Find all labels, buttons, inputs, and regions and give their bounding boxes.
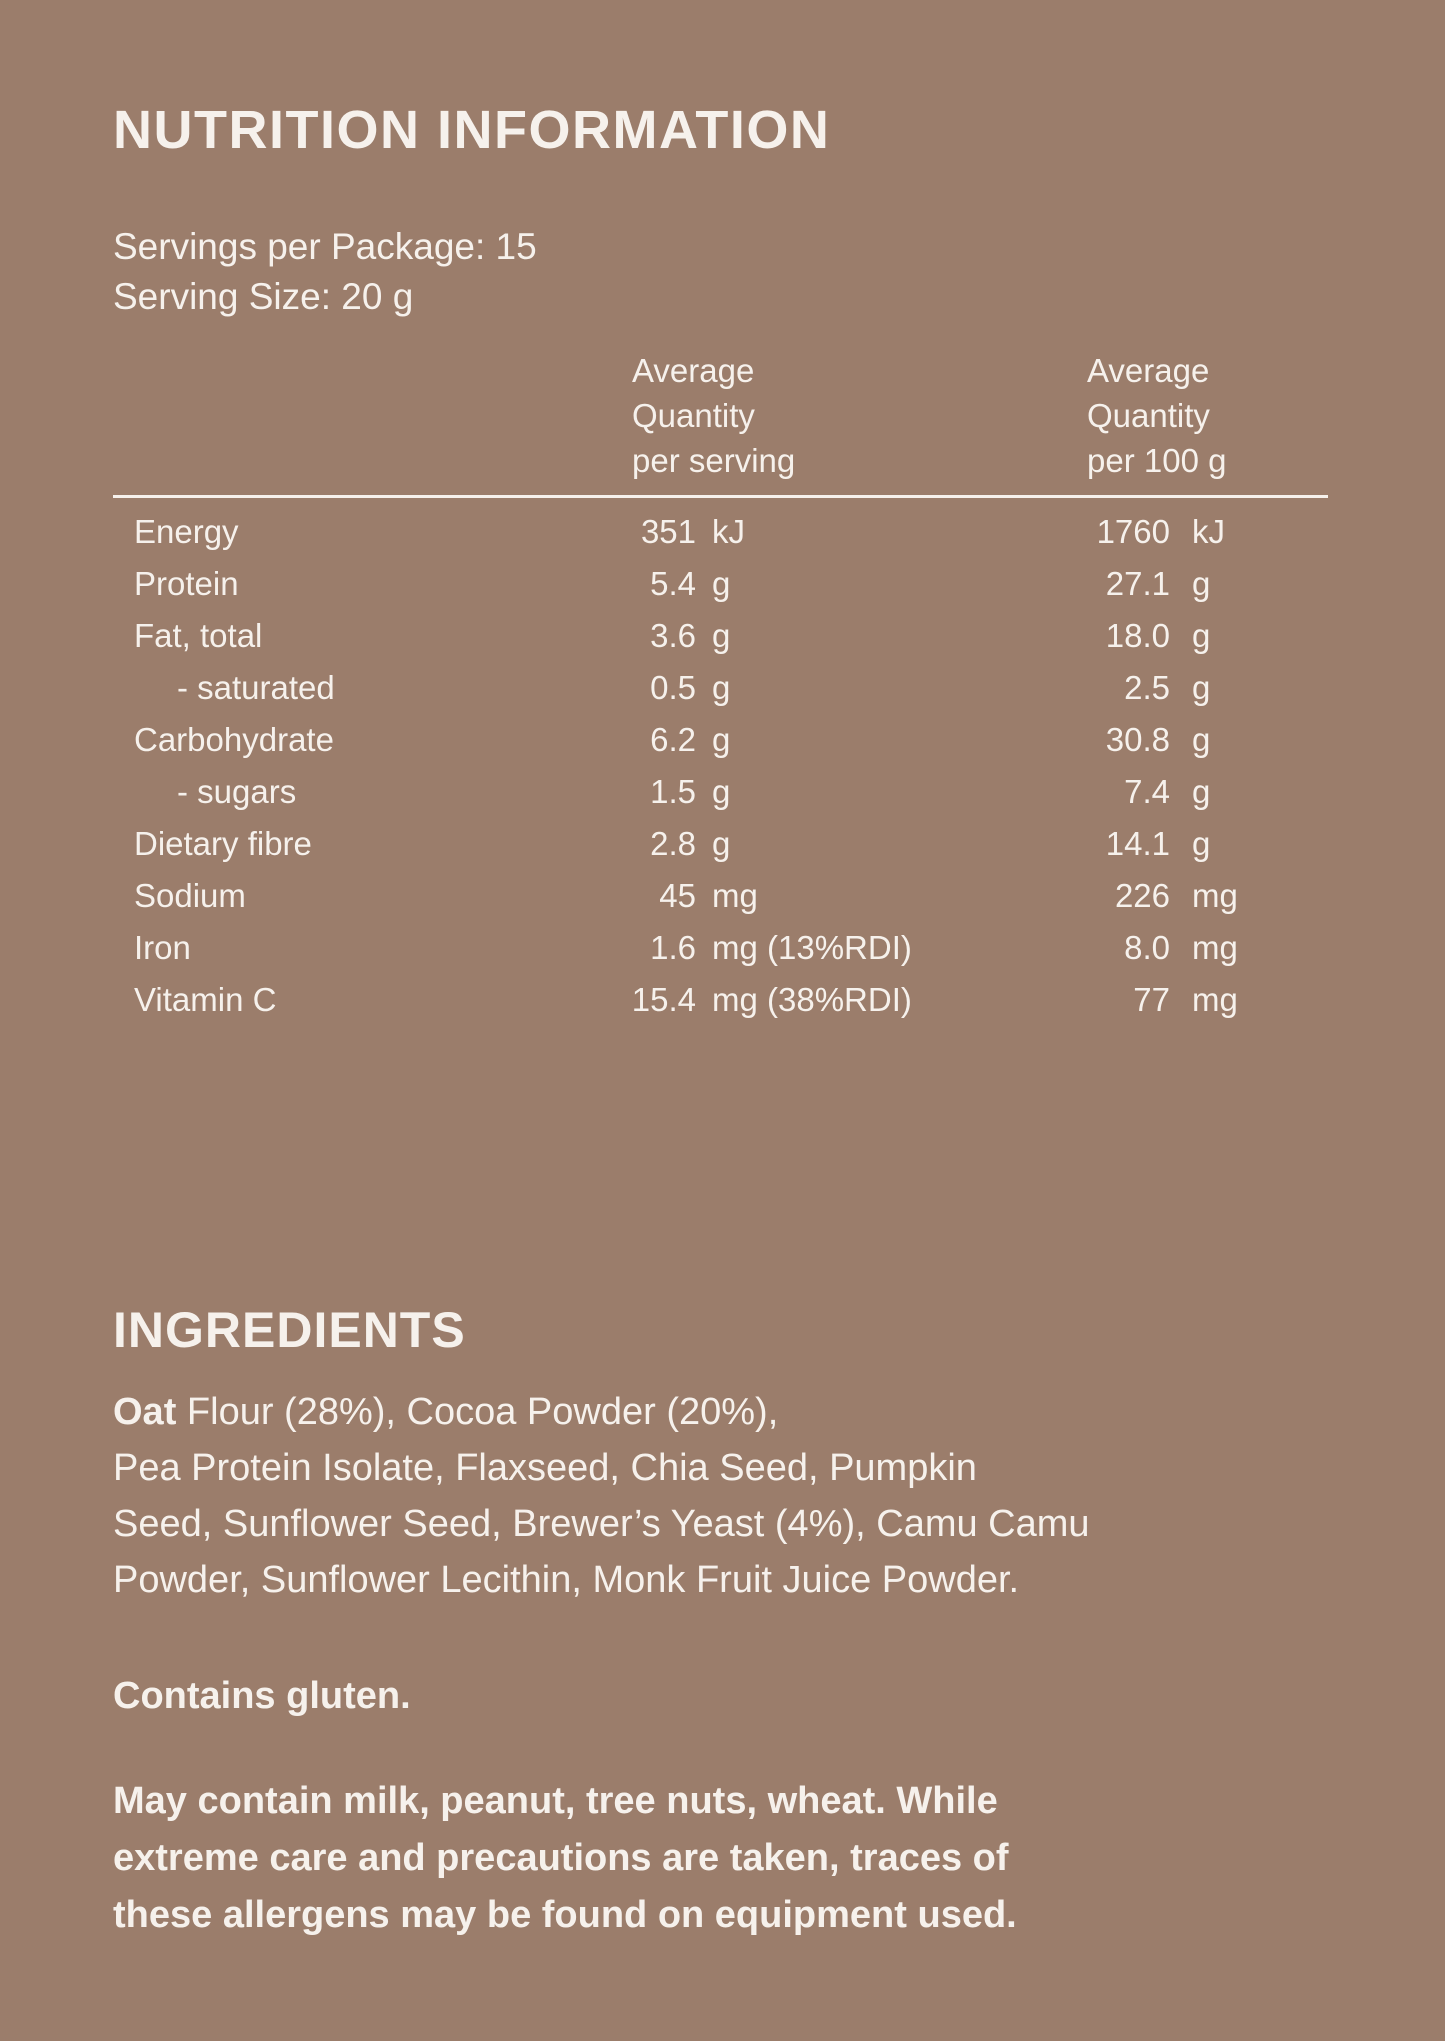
per-100g-unit: mg (1192, 929, 1238, 966)
table-row-energy (113, 506, 1330, 558)
table-row-sugars (113, 766, 1330, 818)
per-serving-unit: g (712, 617, 731, 654)
per-100g-unit: g (1192, 825, 1211, 862)
ingredients-heading: INGREDIENTS (113, 1302, 466, 1358)
table-header-spacer (113, 348, 632, 483)
table-row-protein (113, 558, 1330, 610)
serving-info (113, 222, 1330, 322)
nutrient-label: Protein (134, 565, 239, 602)
nutrient-label: Carbohydrate (134, 721, 334, 758)
header-per-100g-line1: Average (1087, 352, 1210, 389)
nutrition-information-title: NUTRITION INFORMATION (113, 100, 831, 160)
allergen-warning-line1: May contain milk, peanut, tree nuts, wheat. While (113, 1780, 998, 1822)
per-serving-value: 3.6 (650, 617, 696, 654)
per-serving-unit: g (712, 825, 731, 862)
table-header (113, 348, 1330, 483)
per-100g-value: 1760 (1096, 513, 1170, 550)
per-serving-unit: mg (38%RDI) (712, 981, 912, 1018)
table-row-saturated-fat (113, 662, 1330, 714)
per-100g-value: 7.4 (1124, 773, 1170, 810)
per-serving-value: 1.6 (650, 929, 696, 966)
ingredients-line4: Powder, Sunflower Lecithin, Monk Fruit Juice Powder. (113, 1559, 1020, 1601)
nutrition-table (113, 506, 1330, 1026)
serving-size: Serving Size: 20 g (113, 276, 414, 317)
per-100g-unit: g (1192, 617, 1211, 654)
table-row-sodium (113, 870, 1330, 922)
nutrient-label: Iron (134, 929, 191, 966)
per-100g-value: 8.0 (1124, 929, 1170, 966)
per-serving-unit: mg (13%RDI) (712, 929, 912, 966)
nutrient-label: - sugars (177, 773, 297, 810)
per-serving-value: 45 (659, 877, 696, 914)
per-serving-value: 351 (640, 513, 696, 550)
table-divider-line (113, 495, 1328, 498)
nutrient-label: Vitamin C (134, 981, 277, 1018)
per-100g-unit: kJ (1192, 513, 1225, 550)
per-serving-unit: mg (712, 877, 758, 914)
ingredients-list (113, 1384, 1330, 1608)
servings-per-package: Servings per Package: 15 (113, 226, 537, 267)
nutrient-label: Dietary fibre (134, 825, 312, 862)
table-row-iron (113, 922, 1330, 974)
header-per-serving (632, 348, 1087, 483)
ingredients-bold-lead: Oat (113, 1391, 177, 1433)
per-serving-value: 6.2 (650, 721, 696, 758)
per-serving-value: 1.5 (650, 773, 696, 810)
per-100g-unit: g (1192, 669, 1211, 706)
nutrient-label: Fat, total (134, 617, 263, 654)
per-100g-value: 18.0 (1105, 617, 1170, 654)
per-100g-value: 2.5 (1124, 669, 1170, 706)
ingredients-line1: Flour (28%), Cocoa Powder (20%), (176, 1391, 779, 1433)
header-per-serving-line2: Quantity (632, 397, 755, 434)
per-100g-value: 77 (1133, 981, 1170, 1018)
per-serving-unit: g (712, 565, 731, 602)
header-per-100g-line3: per 100 g (1087, 442, 1227, 479)
per-100g-unit: mg (1192, 877, 1238, 914)
per-100g-value: 14.1 (1105, 825, 1170, 862)
per-serving-value: 2.8 (650, 825, 696, 862)
per-100g-unit: g (1192, 773, 1211, 810)
table-row-vitamin-c (113, 974, 1330, 1026)
header-per-100g-line2: Quantity (1087, 397, 1210, 434)
per-serving-unit: kJ (712, 513, 745, 550)
table-row-fat-total (113, 610, 1330, 662)
allergen-warning (113, 1773, 1330, 1944)
contains-statement: Contains gluten. (113, 1675, 411, 1717)
nutrient-label: Sodium (134, 877, 246, 914)
per-serving-value: 5.4 (650, 565, 696, 602)
header-per-100g (1087, 348, 1330, 483)
table-row-carbohydrate (113, 714, 1330, 766)
nutrient-label: - saturated (177, 669, 335, 706)
per-100g-unit: g (1192, 721, 1211, 758)
per-100g-value: 30.8 (1105, 721, 1170, 758)
nutrient-label: Energy (134, 513, 239, 550)
ingredients-line3: Seed, Sunflower Seed, Brewer’s Yeast (4%), Camu Camu (113, 1503, 1090, 1545)
per-serving-unit: g (712, 721, 731, 758)
header-per-serving-line3: per serving (632, 442, 796, 479)
per-serving-value: 15.4 (631, 981, 696, 1018)
per-serving-unit: g (712, 773, 731, 810)
per-100g-unit: g (1192, 565, 1211, 602)
header-per-serving-line1: Average (632, 352, 755, 389)
allergen-warning-line2: extreme care and precautions are taken, traces of (113, 1837, 1009, 1879)
ingredients-line2: Pea Protein Isolate, Flaxseed, Chia Seed, Pumpkin (113, 1447, 977, 1489)
per-100g-value: 27.1 (1105, 565, 1170, 602)
table-row-dietary-fibre (113, 818, 1330, 870)
allergen-warning-line3: these allergens may be found on equipment used. (113, 1894, 1017, 1936)
per-100g-unit: mg (1192, 981, 1238, 1018)
per-serving-value: 0.5 (650, 669, 696, 706)
per-serving-unit: g (712, 669, 731, 706)
per-100g-value: 226 (1114, 877, 1170, 914)
